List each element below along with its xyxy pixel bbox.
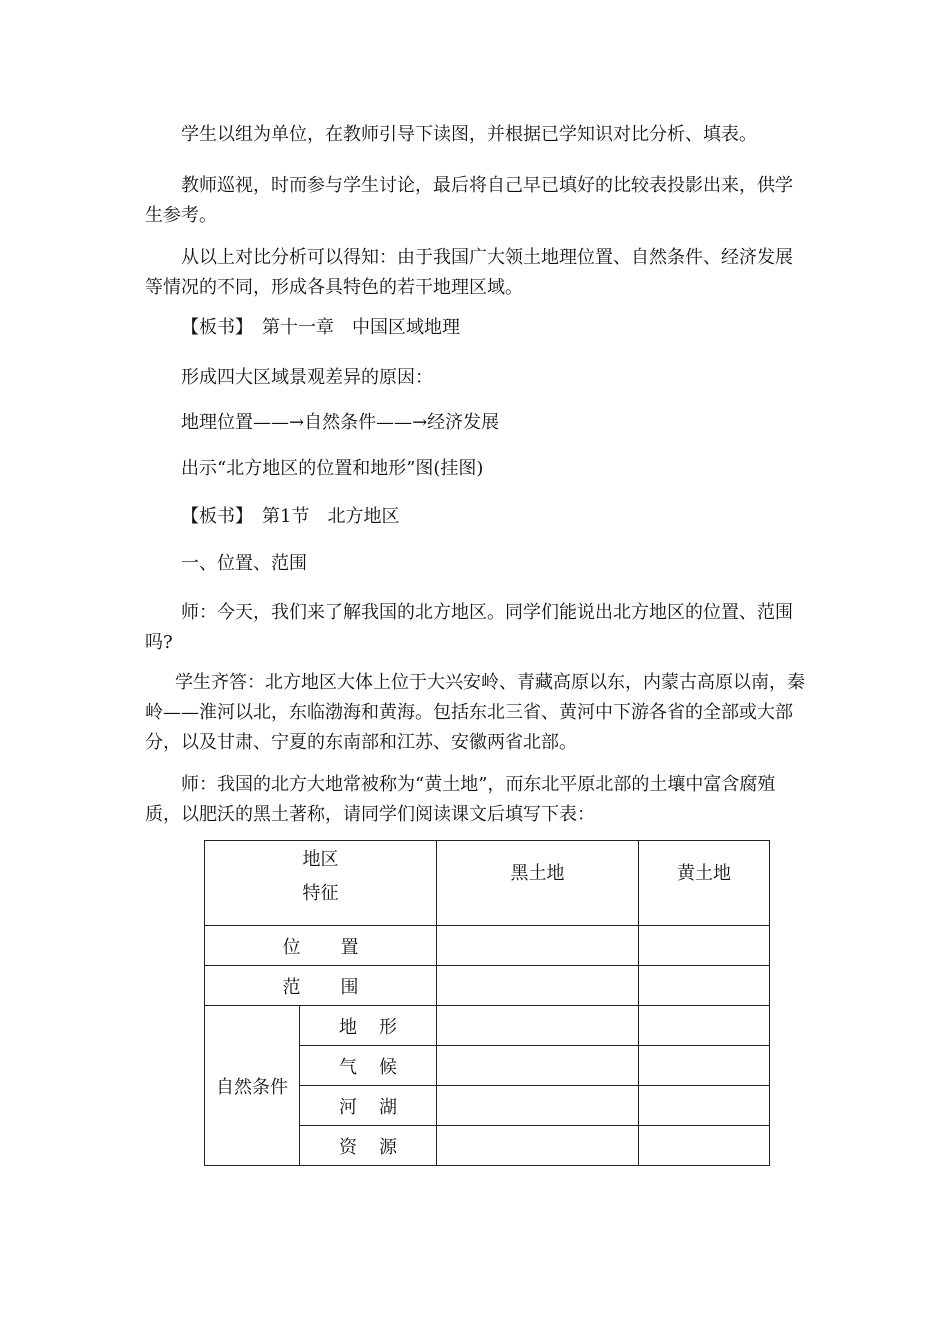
header-feature: 特征 [302,883,339,904]
header-region-feature-cell [205,841,437,926]
paragraph-teacher-question: 师：今天，我们来了解我国的北方地区。同学们能说出北方地区的位置、范围吗? [145,602,793,653]
paragraph-conclusion: 从以上对比分析可以得知：由于我国广大领土地理位置、自然条件、经济发展等情况的不同，形成各具特色的若干地理区域。 [145,247,793,298]
subheading-position-range: 一、位置、范围 [181,553,307,574]
cell-terrain-black[interactable] [437,1006,639,1046]
row-label-terrain: 地形 [300,1006,437,1046]
cell-rivers-black[interactable] [437,1086,639,1126]
paragraph-flow: 地理位置——→自然条件——→经济发展 [181,412,500,433]
cell-range-yellow[interactable] [639,966,770,1006]
row-label-rivers: 河湖 [300,1086,437,1126]
board-section-heading: 【板书】 第1节 北方地区 [181,506,400,527]
cell-climate-black[interactable] [437,1046,639,1086]
group-label-natural-conditions: 自然条件 [205,1006,300,1166]
paragraph-show-map: 出示“北方地区的位置和地形”图(挂图) [181,458,484,479]
cell-resources-black[interactable] [437,1126,639,1166]
cell-position-yellow[interactable] [639,926,770,966]
paragraph-reasons: 形成四大区域景观差异的原因： [181,367,433,388]
table-header-row [205,841,770,926]
table-row [205,926,770,966]
table-row [205,1006,770,1046]
header-yellow-soil: 黄土地 [639,841,770,926]
cell-climate-yellow[interactable] [639,1046,770,1086]
paragraph-group-work: 学生以组为单位，在教师引导下读图，并根据已学知识对比分析、填表。 [181,124,757,145]
cell-terrain-yellow[interactable] [639,1006,770,1046]
cell-resources-yellow[interactable] [639,1126,770,1166]
paragraph-teacher-tour: 教师巡视，时而参与学生讨论，最后将自己早已填好的比较表投影出来，供学生参考。 [145,175,793,226]
board-chapter-heading: 【板书】 第十一章 中国区域地理 [181,317,460,338]
paragraph-teacher-task: 师：我国的北方大地常被称为“黄土地”，而东北平原北部的土壤中富含腐殖质，以肥沃的黑土著称，请同学们阅读课文后填写下表： [145,774,776,825]
row-label-position: 位置 [205,926,437,966]
row-label-range: 范围 [205,966,437,1006]
header-region: 地区 [302,849,339,870]
paragraph-student-answer: 学生齐答：北方地区大体上位于大兴安岭、青藏高原以东，内蒙古高原以南，秦岭——淮河以北，东临渤海和黄海。包括东北三省、黄河中下游各省的全部或大部分，以及甘肃、宁夏的东南部和江苏、安徽两省北部。 [145,672,805,753]
table-row [205,966,770,1006]
cell-position-black[interactable] [437,926,639,966]
header-black-soil: 黑土地 [437,841,639,926]
row-label-climate: 气候 [300,1046,437,1086]
comparison-table [204,840,770,1166]
cell-range-black[interactable] [437,966,639,1006]
cell-rivers-yellow[interactable] [639,1086,770,1126]
row-label-resources: 资源 [300,1126,437,1166]
